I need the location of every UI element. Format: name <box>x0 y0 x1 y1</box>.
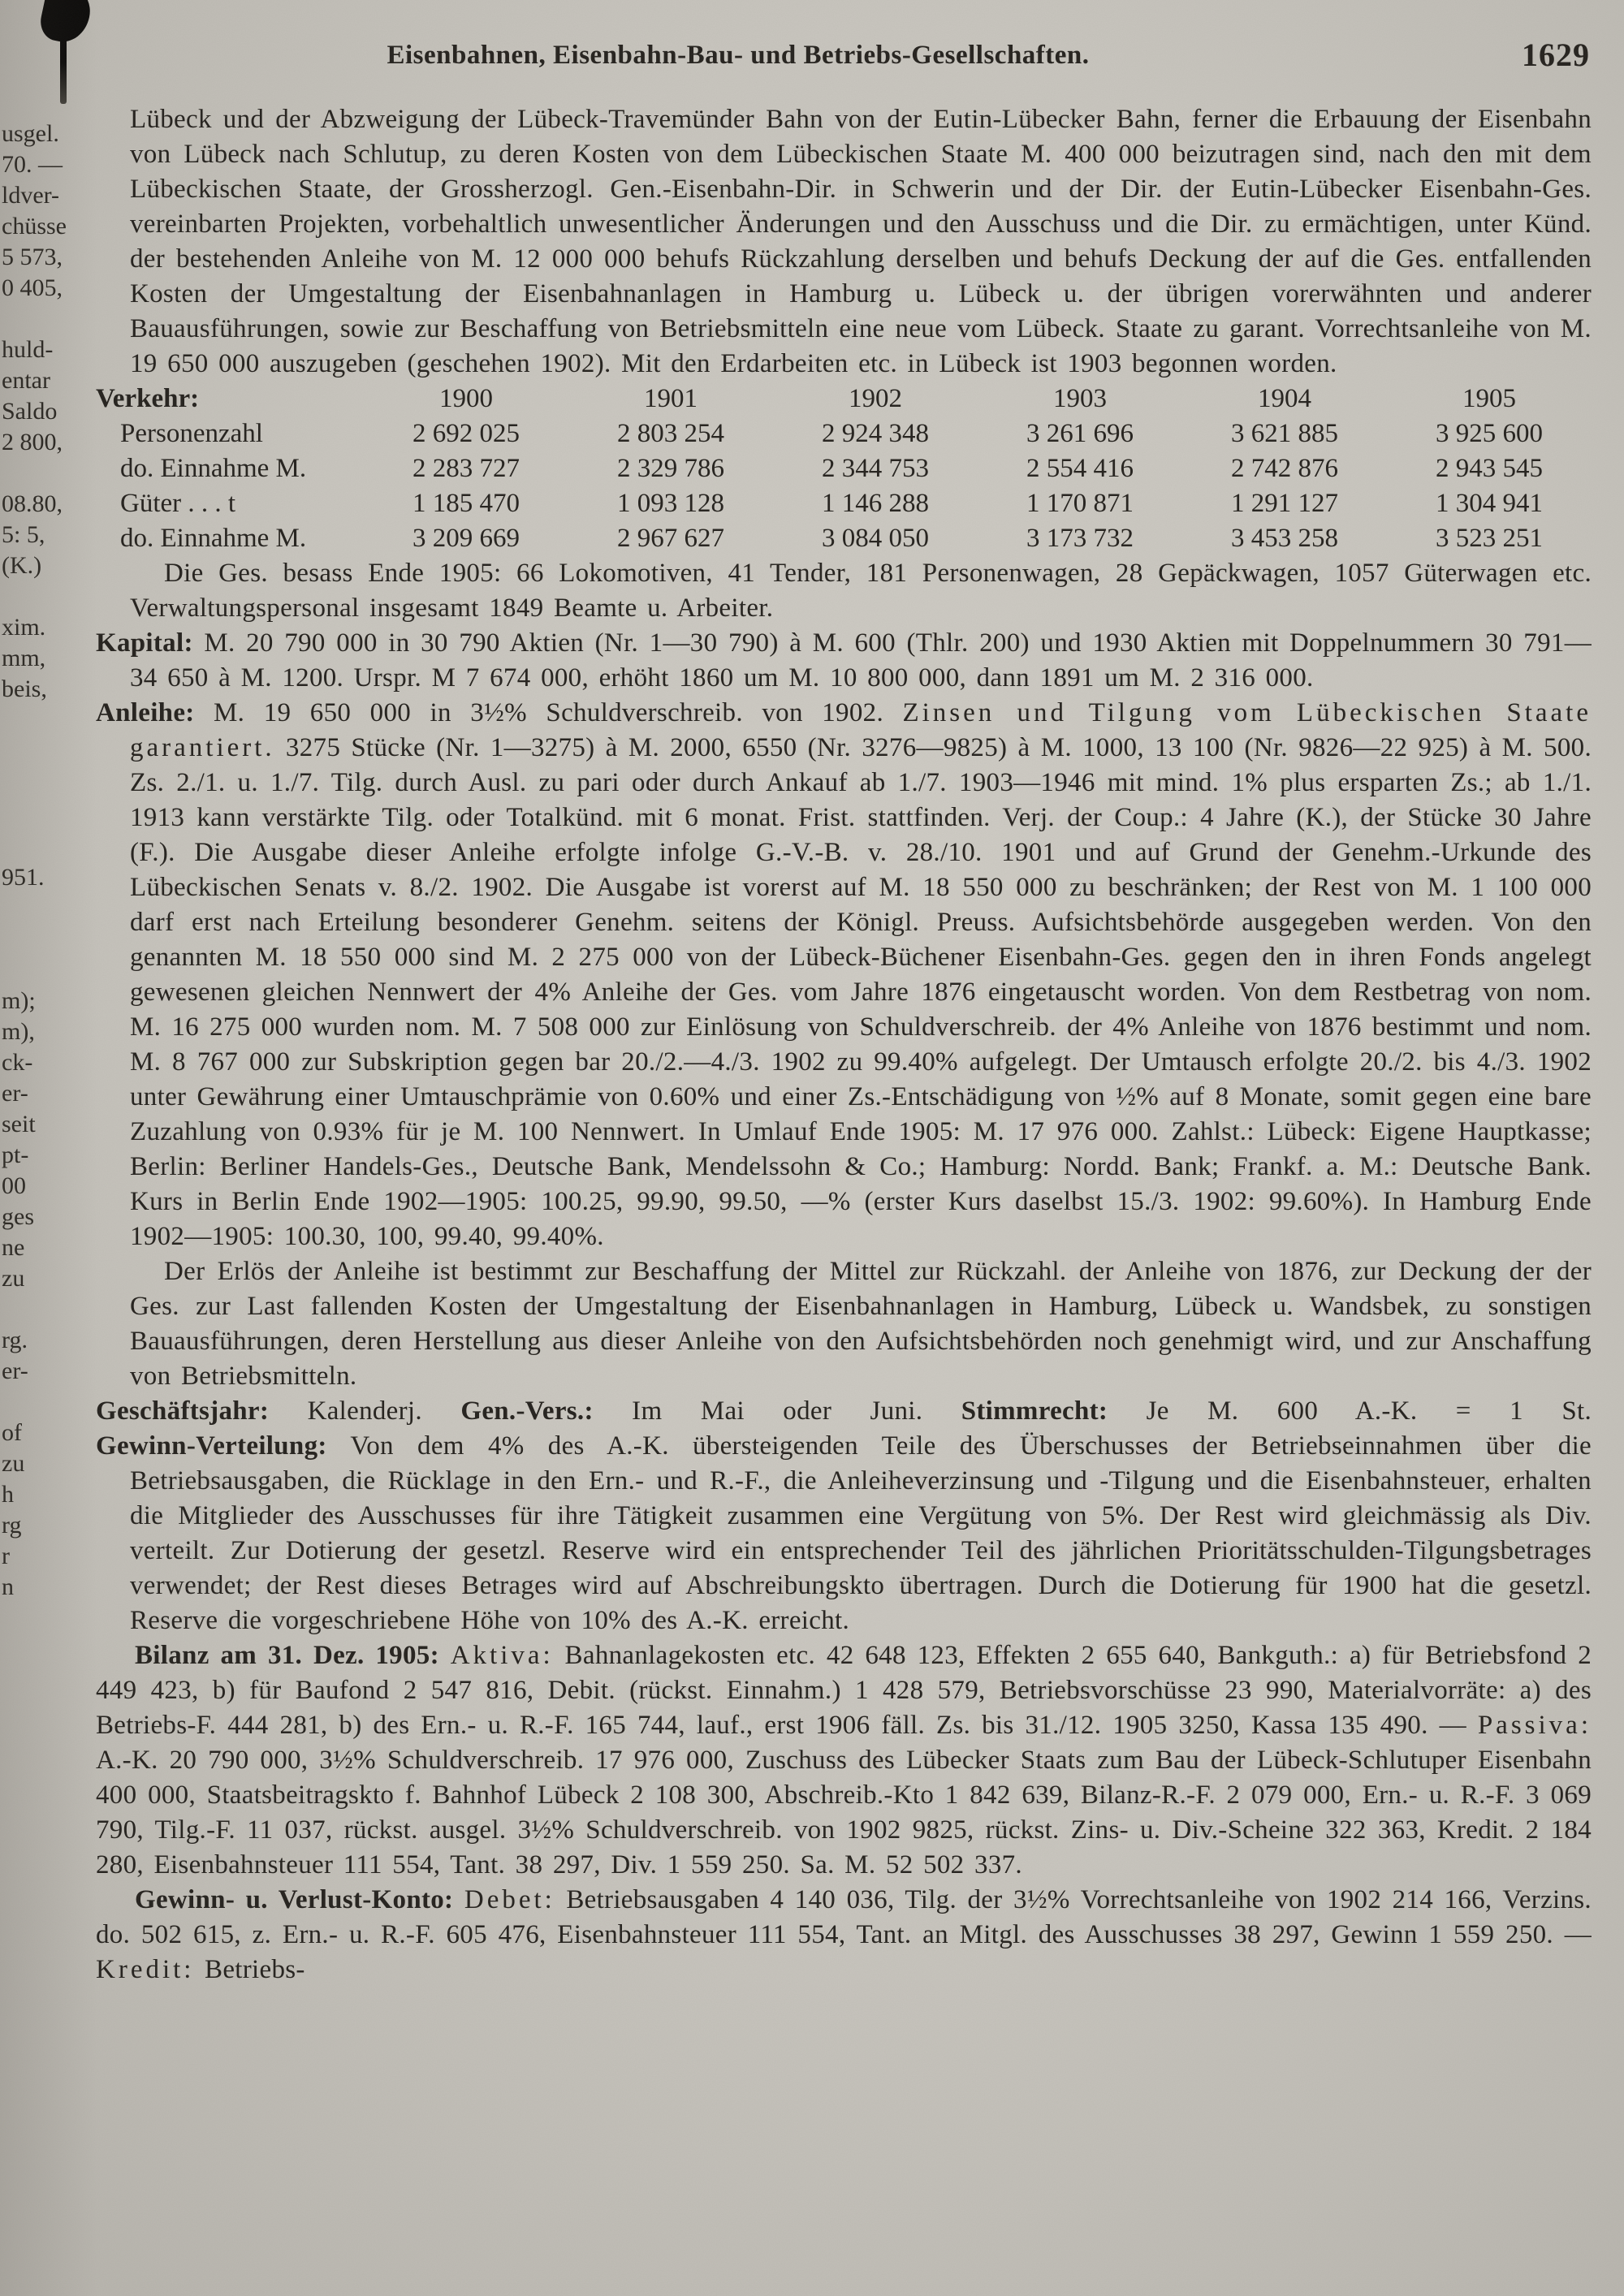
verkehr-table <box>96 382 1592 556</box>
text-run: M. 20 790 000 in 30 790 Aktien (Nr. 1—30 790) à M. 600 (Thlr. 200) und 1930 Aktien mit Doppelnummern 30 791—34 650 à M. 1200. Urspr. M 7 674 000, erhöht 1860 um M. 10 800 000, dann 1891 um M. 2 316 000. <box>130 628 1592 693</box>
cell-value: 3 621 885 <box>1231 419 1338 448</box>
cell-value: 2 692 025 <box>412 419 520 448</box>
cell-value: 3 261 696 <box>1026 419 1134 448</box>
section-label: Gen.-Vers.: <box>460 1396 594 1426</box>
text-run: Lübeck und der Abzweigung der Lübeck-Travemünder Bahn von der Eutin-Lübecker Bahn, ferner die Erbauung der Eisenbahn von Lübeck nach Schlutup, zu deren Kosten von dem Lübeckischen Staate M. 400 000 beizutragen sind, nach den mit dem Lübeckischen Staate, der Grossherzogl. Gen.-Eisenbahn-Dir. in Schwerin und der Dir. der Eutin-Lübecker Eisenbahn-Ges. vereinbarten Projekten, vorbehaltlich unwesentlicher Änderungen und den Ausschuss und die Dir. zu ermächtigen, unter Künd. der bestehenden Anleihe von M. 12 000 000 behufs Rückzahlung derselben und behufs Deckung der auf die Ges. entfallenden Kosten der Umgestaltung der Eisenbahnanlagen in Hamburg u. Lübeck u. der übrigen vorerwähnten und anderer Bauausführungen, sowie zur Beschaffung von Betriebsmitteln eine neue vom Lübeck. Staate zu garant. Vorrechtsanleihe von M. 19 650 000 auszugeben (geschehen 1902). Mit den Erdarbeiten etc. in Lübeck ist 1903 begonnen worden. <box>130 105 1592 378</box>
cell-value: 2 329 786 <box>617 454 724 483</box>
kapital-paragraph <box>96 626 1592 696</box>
cell-value: 2 554 416 <box>1026 454 1134 483</box>
year-header: 1901 <box>644 384 698 413</box>
text-run <box>439 1641 451 1670</box>
section-label: Gewinn-Verteilung: <box>96 1431 327 1461</box>
cell-value: 2 924 348 <box>822 419 929 448</box>
margin-fragment: 5: 5, <box>2 521 45 548</box>
row-label: Personenzahl <box>120 419 263 448</box>
text-run: 3275 Stücke (Nr. 1—3275) à M. 2000, 6550 (Nr. 3276—9825) à M. 1000, 13 100 (Nr. 9826—22 925) à M. 500. Zs. 2./1. u. 1./7. Tilg. durch Ausl. zu pari oder durch Ankauf ab 1./7. 1903—1946 mit mind. 1% plus ersparten Zs.; ab 1./1. 1913 kann verstärkte Tilg. oder Totalkünd. mit 6 monat. Frist. stattfinden. Verj. der Coup.: 4 Jahre (K.), der Stücke 30 Jahre (F.). Die Ausgabe dieser Anleihe erfolgte infolge G.-V.-B. v. 28./10. 1901 und auf Grund der Genehm.-Urkunde des Lübeckischen Senats v. 8./2. 1902. Die Ausgabe ist vorerst auf M. 18 550 000 zu beschränken; der Rest von M. 1 100 000 darf erst nach Erteilung besonderer Genehm. seitens der Königl. Preuss. Aufsichtsbehörde ausgegeben werden. Von den genannten M. 18 550 000 sind M. 2 275 000 von der Lübeck-Büchener Eisenbahn-Ges. gegen den in ihren Fonds angelegt gewesenen gleichen Nennwert der 4% Anleihe der Ges. vom Jahre 1876 eingetauscht worden. Von dem Restbetrag von nom. M. 16 275 000 wurden nom. M. 7 508 000 zur Einlösung von Schuldverschreib. der 4% Anleihe von 1876 bestimmt und nom. M. 8 767 000 zur Subskription gegen bar 20./2.—4./3. 1902 zu 99.40% aufgelegt. Der Umtausch erfolgte 20./2. bis 4./3. 1902 unter Gewährung einer Umtauschprämie von 0.60% und einer Zs.-Entschädigung von ½% auf 8 Monate, somit gegen eine bare Zuzahlung von 0.93% für je M. 100 Nennwert. In Umlauf Ende 1905: M. 17 976 000. Zahlst.: Lübeck: Eigene Hauptkasse; Berlin: Berliner Handels-Ges., Deutsche Bank, Mendelssohn & Co.; Hamburg: Nordd. Bank; Frankf. a. M.: Deutsche Bank. Kurs in Berlin Ende 1902—1905: 100.25, 99.90, 99.50, —% (erster Kurs daselbst 15./3. 1902: 99.60%). In Hamburg Ende 1902—1905: 100.30, 100, 99.40, 99.40%. <box>130 733 1592 1251</box>
margin-fragment: r <box>2 1543 10 1569</box>
margin-fragment: entar <box>2 367 50 394</box>
cell-value: 1 146 288 <box>822 489 929 518</box>
table-row <box>96 486 1592 521</box>
page-title: Eisenbahnen, Eisenbahn-Bau- und Betriebs-Gesellschaften. <box>387 41 1090 70</box>
margin-fragment: m), <box>2 1018 35 1045</box>
margin-fragment: Saldo <box>2 398 58 425</box>
margin-fragment: zu <box>2 1450 25 1477</box>
margin-fragment: h <box>2 1481 14 1508</box>
fleet-paragraph <box>130 556 1592 626</box>
margin-fragment: 00 <box>2 1172 26 1199</box>
section-label: Kapital: <box>96 628 193 658</box>
geschaeftsjahr-line <box>96 1394 1592 1429</box>
verkehr-label: Verkehr: <box>96 384 200 413</box>
table-row <box>96 416 1592 451</box>
gewinn-verteilung-paragraph <box>96 1429 1592 1638</box>
gewinn-verlust-paragraph <box>96 1883 1592 1987</box>
margin-fragment: 70. — <box>2 151 63 178</box>
text-run: Je M. 600 A.-K. = 1 St. <box>1108 1396 1592 1426</box>
text-run: Bahnanlagekosten etc. 42 648 123, Effekten 2 655 640, Bankguth.: a) für Betriebsfond 2 449 423, b) für Baufond 2 547 816, Debit. (rückst. Einnahm.) 1 428 579, Betriebsvorschüsse 23 990, Materialvorräte: a) des Betriebs-F. 444 281, b) des Ern.- u. R.-F. 165 744, lauf., erst 1906 fäll. Zs. bis 31./12. 1905 3250, Kassa 135 490. — <box>96 1641 1592 1740</box>
cell-value: 2 943 545 <box>1436 454 1543 483</box>
cell-value: 3 173 732 <box>1026 524 1134 553</box>
bilanz-paragraph <box>96 1638 1592 1883</box>
section-label: Bilanz am 31. Dez. 1905: <box>135 1641 439 1670</box>
margin-fragment: rg <box>2 1512 22 1539</box>
text-run: Die Ges. besass Ende 1905: 66 Lokomotiven, 41 Tender, 181 Personenwagen, 28 Gepäckwagen, 1057 Güterwagen etc. Verwaltungspersonal insgesamt 1849 Beamte u. Arbeiter. <box>130 559 1592 623</box>
erloes-paragraph <box>130 1254 1592 1394</box>
table-row <box>96 521 1592 556</box>
text-run: Der Erlös der Anleihe ist bestimmt zur Beschaffung der Mittel zur Rückzahl. der Anleihe von 1876, zur Deckung der der Ges. zur Last fallenden Kosten der Umgestaltung der Eisenbahnanlagen in Hamburg, Lübeck u. Wandsbek, zu sonstigen Bauausführungen, deren Herstellung aus dieser Anleihe von den Aufsichtsbehörden noch genehmigt wird, und zur Anschaffung von Betriebsmitteln. <box>130 1257 1592 1391</box>
year-header: 1905 <box>1462 384 1516 413</box>
margin-fragment: ges <box>2 1203 34 1230</box>
margin-gutter <box>0 0 91 2296</box>
page-header <box>96 37 1592 83</box>
year-header: 1904 <box>1258 384 1311 413</box>
margin-fragment: usgel. <box>2 120 59 147</box>
intro-paragraph <box>130 102 1592 382</box>
margin-fragment: zu <box>2 1265 25 1292</box>
margin-fragment: (K.) <box>2 552 42 579</box>
text-run: Kredit: <box>96 1955 195 1984</box>
margin-fragment: beis, <box>2 675 47 702</box>
margin-fragment: pt- <box>2 1142 29 1168</box>
table-row <box>96 451 1592 486</box>
margin-fragment: n <box>2 1573 14 1600</box>
section-label: Geschäftsjahr: <box>96 1396 270 1426</box>
row-label: Güter . . . t <box>120 489 236 518</box>
margin-fragment: seit <box>2 1111 36 1137</box>
margin-fragment: m); <box>2 987 36 1014</box>
text-run: Betriebsausgaben 4 140 036, Tilg. der 3½% Vorrechtsanleihe von 1902 214 166, Verzins. do. 502 615, z. Ern.- u. R.-F. 605 476, Eisenbahnsteuer 111 554, Tant. an Mitgl. des Ausschusses 38 297, Gewinn 1 559 250. — <box>96 1885 1592 1949</box>
text-run: Kalenderj. <box>269 1396 461 1426</box>
margin-fragment: ne <box>2 1234 25 1261</box>
text-run: Betriebs- <box>194 1955 305 1984</box>
text-run: Debet: <box>464 1885 555 1914</box>
margin-fragment: 951. <box>2 864 45 891</box>
margin-fragment: er- <box>2 1080 28 1107</box>
margin-fragment: xim. <box>2 614 46 641</box>
text-run: Zinsen und Tilgung vom Lübeckischen Staate garantiert. <box>130 698 1592 762</box>
table-header-row <box>96 382 1592 416</box>
page-content <box>96 0 1592 1987</box>
year-header: 1900 <box>439 384 493 413</box>
cell-value: 1 304 941 <box>1436 489 1543 518</box>
margin-fragment: er- <box>2 1357 28 1384</box>
year-header: 1903 <box>1053 384 1107 413</box>
anleihe-paragraph <box>96 696 1592 1254</box>
section-label: Anleihe: <box>96 698 195 727</box>
text-run: Im Mai oder Juni. <box>593 1396 961 1426</box>
page-number: 1629 <box>1522 37 1590 73</box>
text-run: Passiva: <box>1477 1711 1592 1740</box>
section-label: Gewinn- u. Verlust-Konto: <box>135 1885 454 1914</box>
year-header: 1902 <box>849 384 902 413</box>
cell-value: 1 093 128 <box>617 489 724 518</box>
margin-fragment: rg. <box>2 1327 28 1353</box>
cell-value: 2 803 254 <box>617 419 724 448</box>
text-run: M. 19 650 000 in 3½% Schuldverschreib. von 1902. <box>194 698 903 727</box>
margin-fragment: of <box>2 1419 22 1446</box>
text-run <box>453 1885 464 1914</box>
cell-value: 3 523 251 <box>1436 524 1543 553</box>
text-run: Aktiva: <box>450 1641 554 1670</box>
cell-value: 3 084 050 <box>822 524 929 553</box>
page-body <box>96 102 1592 1987</box>
margin-fragment: 0 405, <box>2 274 63 301</box>
row-label: do. Einnahme M. <box>120 454 307 483</box>
margin-fragment: ldver- <box>2 182 60 209</box>
cell-value: 1 291 127 <box>1231 489 1338 518</box>
cell-value: 2 967 627 <box>617 524 724 553</box>
margin-fragment: huld- <box>2 336 54 363</box>
margin-fragment: chüsse <box>2 213 67 240</box>
cell-value: 1 170 871 <box>1026 489 1134 518</box>
margin-fragment: 2 800, <box>2 429 63 455</box>
margin-fragment: ck- <box>2 1049 33 1076</box>
text-run: Von dem 4% des A.-K. übersteigenden Teile des Überschusses der Betriebseinnahmen über die Betriebsausgaben, die Rücklage in den Ern.- und R.-F., die Anleiheverzinsung und -Tilgung und die Eisenbahnsteuer, erhalten die Mitglieder des Ausschusses für ihre Tätigkeit zusammen eine Vergütung von 5%. Der Rest wird gleichmässig als Div. verteilt. Zur Dotierung der gesetzl. Reserve wird ein entsprechender Teil des jährlichen Prioritätsschulden-Tilgungsbetrages verwendet; der Rest dieses Betrages wird auf Abschreibungskto übertragen. Durch die Dotierung für 1900 hat die gesetzl. Reserve die vorgeschriebene Höhe von 10% des A.-K. erreicht. <box>130 1431 1592 1635</box>
cell-value: 3 453 258 <box>1231 524 1338 553</box>
cell-value: 2 742 876 <box>1231 454 1338 483</box>
cell-value: 3 925 600 <box>1436 419 1543 448</box>
row-label: do. Einnahme M. <box>120 524 307 553</box>
cell-value: 3 209 669 <box>412 524 520 553</box>
margin-fragment: 08.80, <box>2 490 63 517</box>
cell-value: 1 185 470 <box>412 489 520 518</box>
margin-fragment: mm, <box>2 645 46 671</box>
cell-value: 2 344 753 <box>822 454 929 483</box>
cell-value: 2 283 727 <box>412 454 520 483</box>
section-label: Stimmrecht: <box>961 1396 1108 1426</box>
text-run: A.-K. 20 790 000, 3½% Schuldverschreib. 17 976 000, Zuschuss des Lübecker Staats zum Bau der Lübeck-Schlutuper Eisenbahn 400 000, Staatsbeitragskto f. Bahnhof Lübeck 2 108 300, Abschreib.-Kto 1 842 639, Bilanz-R.-F. 2 079 000, Ern.- u. R.-F. 3 069 790, Tilg.-F. 11 037, rückst. ausgel. 3½% Schuldverschreib. von 1902 9825, rückst. Zins- u. Div.-Scheine 322 363, Kredit. 2 184 280, Eisenbahnsteuer 111 554, Tant. 38 297, Div. 1 559 250. Sa. M. 52 502 337. <box>96 1746 1592 1880</box>
margin-fragment: 5 573, <box>2 244 63 270</box>
